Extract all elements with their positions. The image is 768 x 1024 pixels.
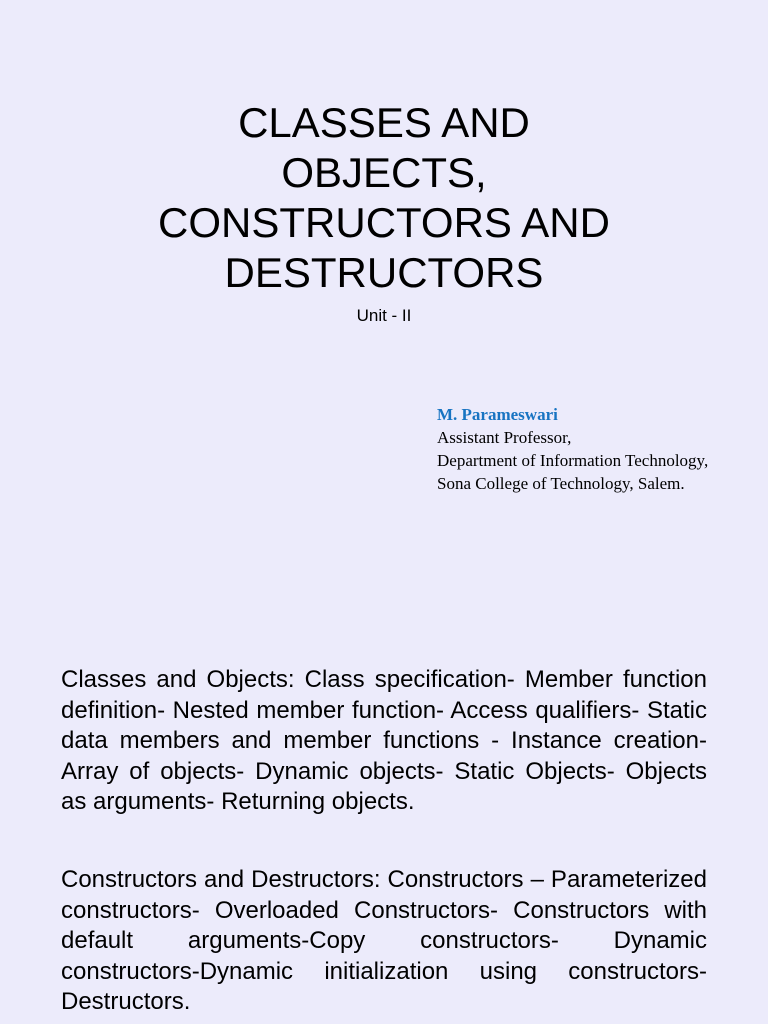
title-line-1: CLASSES AND — [238, 99, 530, 146]
syllabus-paragraph-classes-objects: Classes and Objects: Class specification- Member function definition- Nested member function- Access qualifiers- Static data members and member functions - Instance creation- Array of objects- Dynamic objects- Static Objects- Objects as arguments- Returning objects. — [61, 666, 707, 815]
author-block — [437, 403, 757, 495]
syllabus-paragraph-constructors-destructors: Constructors and Destructors: Constructors – Parameterized constructors- Overloaded Constructors- Constructors with default arguments-Copy constructors- Dynamic constructors-Dynamic initialization using constructors- Destructors. — [61, 866, 707, 1015]
slide-title — [0, 98, 768, 298]
title-line-2: OBJECTS, — [281, 149, 487, 196]
author-department: Department of Information Technology, — [437, 451, 709, 470]
author-position: Assistant Professor, — [437, 428, 572, 447]
author-institution: Sona College of Technology, Salem. — [437, 474, 685, 493]
title-line-3: CONSTRUCTORS AND — [158, 199, 610, 246]
slide-subtitle: Unit - II — [356, 306, 412, 325]
author-name: M. Parameswari — [437, 405, 558, 424]
title-line-4: DESTRUCTORS — [224, 249, 544, 296]
